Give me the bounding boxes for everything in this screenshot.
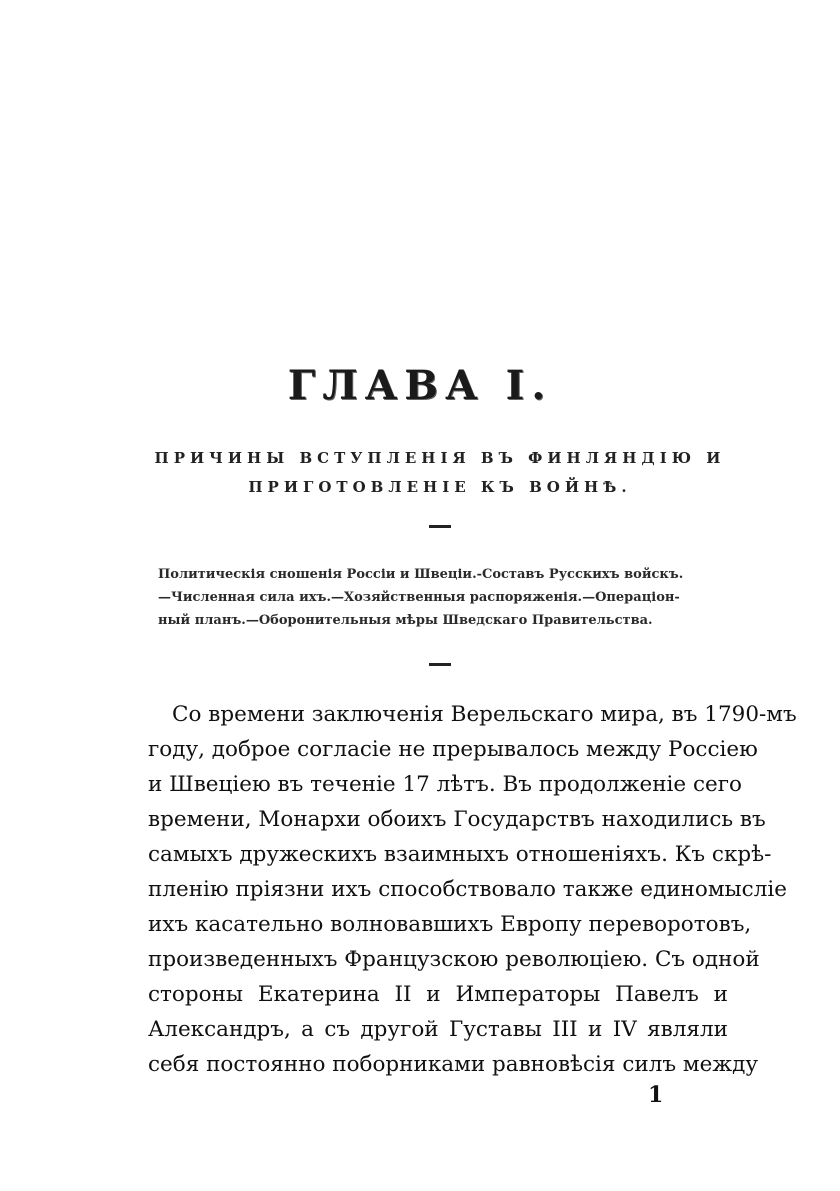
chapter-subtitle-line: ПРИГОТОВЛЕНІЕ КЪ ВОЙНѢ. xyxy=(248,478,632,496)
chapter-summary xyxy=(158,563,730,632)
chapter-subtitle xyxy=(150,444,730,502)
section-divider xyxy=(429,663,451,666)
body-line: времени, Монархи обоихъ Государствъ находились въ xyxy=(148,807,766,832)
body-paragraph xyxy=(148,697,797,1082)
summary-line: —Численная силa ихъ.—Хозяйственныя распоряженія.—Операціон- xyxy=(158,590,680,605)
summary-line: Политическія сношенія Россіи и Швеціи.-Составъ Русскихъ войскъ. xyxy=(158,567,684,582)
summary-line: ный планъ.—Оборонительныя мѣры Шведскаго Правительства. xyxy=(158,613,653,628)
section-divider xyxy=(429,525,451,528)
chapter-title: ГЛАВА I. xyxy=(287,362,553,409)
body-line: пленію пріязни ихъ способствовало также единомысліе xyxy=(148,877,787,902)
body-line: ихъ касательно волновавшихъ Европу переворотовъ, xyxy=(148,912,752,937)
body-line: себя постоянно поборниками равновѣсія силъ между xyxy=(148,1052,758,1077)
body-line: и Швеціею въ теченіе 17 лѣтъ. Въ продолженіе сего xyxy=(148,772,742,797)
chapter-subtitle-line: ПРИЧИНЫ ВСТУПЛЕНІЯ ВЪ ФИНЛЯНДІЮ И xyxy=(154,449,726,467)
page-number: 1 xyxy=(648,1082,664,1108)
body-line: году, доброе согласіе не прерывалось между Россіею xyxy=(148,737,758,762)
body-line: произведенныхъ Французскою революціею. Съ одной xyxy=(148,947,760,972)
body-line: самыхъ дружескихъ взаимныхъ отношеніяхъ. Къ скрѣ- xyxy=(148,842,772,867)
body-line: Александръ, а съ другой Густавы III и IV являли xyxy=(148,1017,728,1042)
body-line: стороны Екатерина II и Императоры Павелъ и xyxy=(148,982,728,1007)
body-line: Со времени заключенія Верельскаго мира, въ 1790-мъ xyxy=(172,702,797,727)
